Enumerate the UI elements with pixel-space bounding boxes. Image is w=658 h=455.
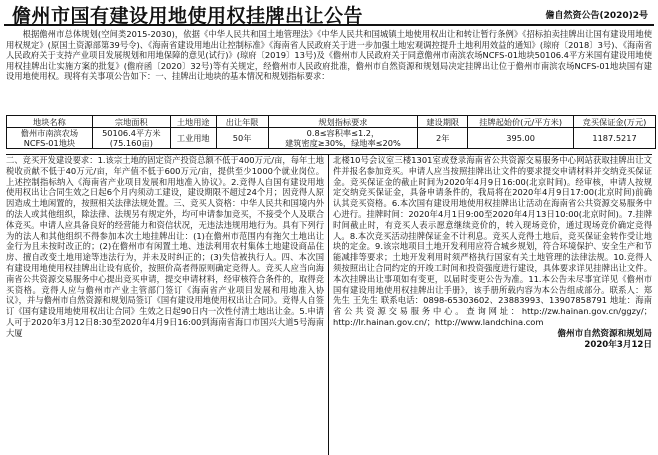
cell-deposit: 1187.5217 (574, 128, 656, 149)
document-number: 儋自然资公告(2020)2号 (545, 11, 648, 21)
parcel-name-line-2: NCFS-01地块 (23, 138, 76, 148)
parcel-info-table (6, 115, 656, 149)
header-indicators: 规划指标要求 (268, 116, 418, 128)
header-deposit: 竞买保证金(万元) (574, 116, 656, 128)
header-term: 出让年限 (216, 116, 268, 128)
indicator-line-2: 建筑密度≥30%，绿地率≤20% (285, 138, 401, 148)
left-column (6, 155, 329, 455)
cell-construction-period: 2年 (418, 128, 468, 149)
cell-term: 50年 (216, 128, 268, 149)
cell-land-use: 工业用地 (170, 128, 216, 149)
header-start-price: 挂牌起始价(元/平方米) (468, 116, 574, 128)
left-column-text: 二、竞买开发建设要求：1.该宗土地的固定资产投资总额不低于400万元/亩，每年土地税收贡献不低于40万元/亩，年产值不低于600万元/亩，提供至少1000个就业岗位。上述控制指标纳入《海南省产业项目发展和用地准入协议》。2.竞得人自国有建设用地使用权出让合同生效之日起6个月内须动工建设，建设期限不超过24个月；因竞得人原因造成土地闲置的，按照相关法律法规处置。三、竞买人资格：中华人民共和国境内外的法人或其他组织，除法律、法规另有规定外，均可申请参加竞买，不接受个人及联合体竞买。申请人应具备良好的经营能力和资信状况，无违法违规用地行为。具有下列行为的法人和其他组织不得参加本次土地挂牌出让：(1)在儋州市范围内有拖欠土地出让金行为且未按时改正的；(2)在儋州市有闲置土地、违法利用农村集体土地建设商品住房、擅自改变土地用途等违法行为，并未及时纠正的；(3)失信被执行人。四、本次国有建设用地使用权挂牌出让设有底价，按照价高者得原则确定竞得人。竞买人应当向海南省公共资源交易服务中心提出竞买申请，提交申请材料，经审核符合条件的，取得竞买资格。竞得人应与儋州市产业主管部门签订《海南省产业项目发展和用地准入协议》，并与儋州市自然资源和规划局签订《国有建设用地使用权出让合同》。竞得人自签订《国有建设用地使用权出让合同》生效之日起90日内一次性付清土地出让金。5.申请人可于2020年3月12日8:30至2020年4月9日16:00到海南省海口市国兴大道5号海南大厦 (6, 155, 324, 338)
announcement-header (4, 0, 654, 26)
announcement-title: 儋州市国有建设用地使用权挂牌出让公告 (12, 5, 364, 27)
cell-area (92, 128, 170, 149)
body-columns (6, 154, 652, 455)
signature-date: 2020年3月12日 (584, 339, 652, 350)
header-construction-period: 建设期限 (418, 116, 468, 128)
cell-parcel-name (7, 128, 93, 149)
header-area: 宗地面积 (92, 116, 170, 128)
cell-start-price: 395.00 (468, 128, 574, 149)
table-header-row (7, 116, 656, 128)
right-column-text: 北楼10号会议室三楼1301室或登录海南省公共资源交易服务中心网站获取挂牌出让文件并报名参加竞买。申请人应当按照挂牌出让文件的要求提交申请材料并交纳竞买保证金。竞买保证金的截止时间为2020年4月9日16:00(北京时间)。经审核，申请人按规定交纳竞买保证金，具备申请条件的，我局将在2020年4月9日17:00(北京时间)前确认其竞买资格。6.本次国有建设用地使用权挂牌出让活动在海南省公共资源交易服务中心进行。挂牌时间：2020年4月1日9:00至2020年4月13日10:00(北京时间)。7.挂牌时间截止时，有竞买人表示愿意继续竞价的，转入现场竞价，通过现场竞价确定竞得人。8.本次竞买活动挂牌保证金不计利息。竞买人竞得土地后，竞买保证金转作受让地块的定金。9.该宗地项目土地开发利用应符合城乡规划，符合环境保护、安全生产和节能减排等要求；土地开发利用时须严格执行国家有关土地管理的法律法规。10.竞得人须按照出让合同约定的开竣工时间和投资强度进行建设，具体要求详见挂牌出让文件。本次挂牌出让事项如有变更，以届时变更公告为准。11.本公告未尽事宜详见《儋州市国有建设用地使用权挂牌出让手册》，该手册所载内容为本公告组成部分。联系人：郑先生 王先生 联系电话：0898-65303602、23883993、13907858791 地址：海南省公共资源交易服务中心。查询网址：http://zw.hainan.gov.cn/ggzy/；http://lr.hainan.gov.cn/；http://www.landchina.com (333, 155, 652, 327)
intro-paragraph: 根据儋州市总体规划(空间类2015-2030)，依据《中华人民共和国土地管理法》《中华人民共和国城镇土地使用权出让和转让暂行条例》《招标拍卖挂牌出让国有建设用地使用权规定》(原国土资源部第39号令)、《海南省建设用地出让控制标准》《海南省人民政府关于进一步加强土地宏观调控提升土地利用效益的通知》(琼府〔2018〕3号)、《海南省人民政府关于支持产业项目发展规划和用地保障的意见(试行)》(琼府〔2019〕13号)及《儋州市人民政府关于同意儋州市南滨农场NCFS-01地块50106.4平方米国有建设用地使用权挂牌出让实施方案的批复》(儋府函〔2020〕32号)等有关规定，经儋州市人民政府批准，儋州市自然资源和规划局决定挂牌出让位于儋州市南滨农场NCFS-01地块国有建设用地使用权。现将有关事项公告如下：一、挂牌出让地块的基本情况和规划指标要求： (6, 29, 652, 81)
area-sqm: 50106.4平方米 (102, 128, 161, 138)
cell-indicators (268, 128, 418, 149)
right-column (329, 155, 652, 455)
signature-block (333, 329, 652, 351)
area-mu: (75.160亩) (109, 138, 153, 148)
indicator-line-1: 0.8≤容积率≤1.2， (306, 128, 380, 138)
header-land-use: 土地用途 (170, 116, 216, 128)
table-row (7, 128, 656, 149)
signature-org: 儋州市自然资源和规划局 (557, 328, 652, 339)
parcel-name-line-1: 儋州市南滨农场 (20, 128, 79, 138)
header-parcel-name: 地块名称 (7, 116, 93, 128)
